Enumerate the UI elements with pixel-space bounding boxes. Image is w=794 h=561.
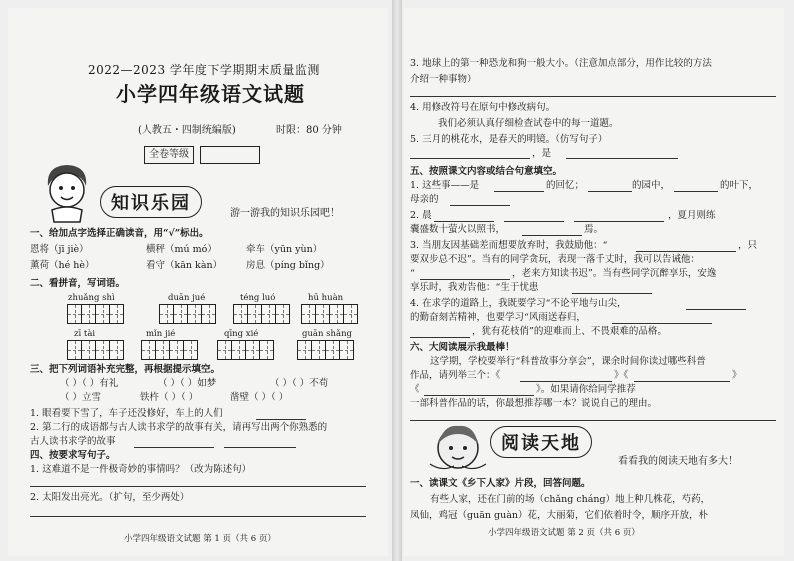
writing-grid[interactable]	[298, 340, 354, 360]
answer-line[interactable]	[410, 96, 776, 97]
pinyin: duān jué	[168, 293, 206, 303]
q6-g: 一部科普作品的话，你最想推荐哪一本？说说自己的理由。	[410, 398, 658, 409]
section-banner-reading: 阅读天地	[490, 426, 592, 458]
question-6: 六、大阅读展示我最棒！	[410, 342, 515, 353]
answer-line[interactable]	[30, 486, 366, 487]
answer-line[interactable]	[572, 293, 652, 294]
answer-line[interactable]	[520, 381, 612, 382]
q5-4b: 的勤奋刻苦精神，也要学习“风雨送春归，	[410, 312, 586, 323]
pinyin: zī tài	[74, 329, 96, 339]
q1-item: 牵车（yūn yùn）	[246, 244, 323, 255]
writing-grid[interactable]	[160, 304, 216, 324]
page-2	[404, 8, 784, 556]
pinyin: zhuǎng shì	[68, 293, 115, 303]
answer-line[interactable]	[612, 323, 712, 324]
q1-item: 横秤（mú mó）	[146, 244, 217, 255]
question-5: 五、按照课文内容或结合句意填空。	[410, 166, 563, 177]
q1-item: 房息（píng bǐng）	[246, 260, 330, 271]
q5-4: 4. 在求学的道路上，我既要学习“不论平地与山尖，	[410, 298, 627, 309]
page-footer: 小学四年级语文试题 第 1 页（共 6 页）	[124, 534, 276, 544]
answer-line[interactable]	[420, 279, 510, 280]
r-sub-5: 5. 三月的桃花水，是春天的明镜。（仿写句子）	[410, 134, 608, 145]
page-1	[8, 8, 388, 556]
q1-item: 恩将（jī jiè）	[30, 244, 89, 255]
writing-grid[interactable]	[68, 340, 124, 360]
section-banner-knowledge: 知识乐园	[100, 186, 202, 218]
q5-3f: 享乐时，我劝告他：“生于忧患	[410, 282, 539, 293]
writing-grid[interactable]	[234, 304, 290, 324]
r-sub-3b: 介绍一种事物）	[410, 74, 477, 85]
q1-item: 看守（kān kàn）	[146, 260, 223, 271]
pinyin: mǐn jié	[146, 329, 176, 339]
answer-line[interactable]	[674, 191, 718, 192]
question-2: 二、看拼音，写词语。	[30, 278, 126, 289]
q5-2c: 囊盛数十萤火以照书，	[410, 224, 506, 235]
q4-sub-1: 1. 这难道不是一件极奇妙的事情吗？（改为陈述句）	[30, 464, 252, 475]
q3-item: （ ）（ ）如梦	[158, 378, 217, 389]
page-footer: 小学四年级语文试题 第 2 页（共 6 页）	[488, 528, 640, 538]
q5-3c: 要双步总不迟”。当有的同学贪玩，表现一落千丈时，我可以告诫他：	[410, 254, 700, 265]
r-sub-5b: ，是	[532, 148, 552, 159]
q3-sub-2: 2. 第二行的成语都与古人读书求学的故事有关，请再写出两个你熟悉的	[30, 422, 328, 433]
q6-b: 作品，请列举三个：《	[410, 370, 501, 381]
writing-grid[interactable]	[302, 304, 358, 324]
boy-cartoon-icon	[38, 160, 96, 224]
q5-2d: 焉。	[584, 224, 604, 235]
q6-d: 》	[732, 370, 742, 381]
q5-1e: 母亲的	[410, 194, 439, 205]
r-sub-4: 4. 用修改符号在原句中修改病句。	[410, 102, 556, 113]
writing-grid[interactable]	[218, 340, 274, 360]
answer-line[interactable]	[634, 381, 730, 382]
writing-grid[interactable]	[68, 304, 124, 324]
reading-q1: 一、读课文《乡下人家》片段，回答问题。	[410, 478, 591, 489]
q3-item: （ ）（ ）有礼	[60, 378, 119, 389]
q4-sub-2: 2. 太阳发出亮光。（扩句，至少两处）	[30, 492, 190, 503]
answer-line[interactable]	[450, 205, 510, 206]
q5-2: 2. 晨	[410, 210, 432, 221]
r-sub-3: 3. 地球上的第一种恐龙和狗一般大小。（注意加点部分，用作比较的方法	[410, 58, 712, 69]
answer-line[interactable]	[574, 221, 664, 222]
answer-line[interactable]	[434, 221, 494, 222]
answer-line[interactable]	[424, 395, 534, 396]
grade-label: 全卷等级	[144, 146, 194, 164]
q5-1: 1. 这些事——是	[410, 180, 480, 191]
answer-line[interactable]	[686, 309, 746, 310]
answer-line[interactable]	[636, 251, 736, 252]
banner-subtitle: 看看我的阅读天地有多大！	[618, 456, 738, 467]
answer-line[interactable]	[134, 447, 214, 448]
q6-a: 这学期，学校要举行“科普故事分享会”，课余时间你读过哪些科普	[430, 356, 706, 367]
edition-label: (人教五・四制统编版)	[138, 125, 236, 136]
writing-grid[interactable]	[142, 340, 198, 360]
r-sub-4b: 我们必须认真仔细检查试卷中的每一道题。	[438, 118, 619, 129]
reading-passage: 有些人家，还在门前的场（chǎng cháng）地上种几株花，芍药，	[430, 494, 711, 505]
reading-passage: 凤仙，鸡冠（guān guàn）花，大丽菊，它们依着时令，顺序开放，朴	[410, 510, 708, 521]
q3-item: 铁杵（ ）（ ）	[140, 392, 199, 403]
q5-3b: ，只	[738, 240, 758, 251]
pinyin: hū huàn	[308, 293, 344, 303]
exam-title: 小学四年级语文试题	[116, 82, 305, 106]
q5-1d: 的叶下，	[720, 180, 759, 191]
exam-header: 2022—2023 学年度下学期期末质量监测	[88, 63, 320, 77]
q5-1c: 的园中，	[632, 180, 671, 191]
q5-3: 3. 当朋友因基础差而想要放弃时，我鼓励他：“	[410, 240, 608, 251]
pinyin: téng luó	[240, 293, 276, 303]
pinyin: guān shǎng	[302, 329, 352, 339]
q3-sub-1: 1. 眼看要下雪了，车子还没修好，车上的人们	[30, 408, 223, 419]
girl-cartoon-icon	[424, 420, 492, 480]
answer-line[interactable]	[256, 419, 306, 420]
answer-line[interactable]	[410, 158, 530, 159]
q5-3e: ，老来方知读书迟”。当有些同学沉醉享乐，安逸	[512, 268, 717, 279]
answer-line[interactable]	[30, 516, 366, 517]
time-limit: 时限：80 分钟	[276, 125, 342, 136]
q1-item: 薰荷（hé hè）	[30, 260, 95, 271]
q3-sub-2b: 古人读书求学的故事	[30, 436, 116, 447]
q3-item: （ ）立雪	[60, 392, 102, 403]
grade-box	[200, 146, 260, 164]
q5-1b: 的回忆；	[546, 180, 585, 191]
question-3: 三、把下列词语补充完整，再根据提示填空。	[30, 364, 221, 375]
answer-line[interactable]	[566, 158, 678, 159]
answer-line[interactable]	[504, 221, 564, 222]
q3-item: （ ）（ ）不苟	[270, 378, 329, 389]
q3-item: 凿壁（ ）（ ）	[230, 392, 289, 403]
q5-4c: ，犹有花枝俏”的迎难而上、不畏艰难的品格。	[472, 326, 667, 337]
q5-2b: ，夏月则练	[668, 210, 716, 221]
answer-line[interactable]	[522, 235, 582, 236]
pinyin: qīng xié	[224, 329, 259, 339]
page-fold	[392, 0, 402, 561]
question-4: 四、按要求写句子。	[30, 450, 116, 461]
answer-line[interactable]	[494, 191, 544, 192]
q6-e: 《	[410, 384, 420, 395]
answer-line[interactable]	[410, 337, 470, 338]
q5-3d: “	[410, 268, 415, 279]
question-1: 一、给加点字选择正确读音，用“√”标出。	[30, 228, 209, 239]
answer-line[interactable]	[588, 191, 632, 192]
q6-f: 》。如果请你给同学推荐	[536, 384, 636, 395]
banner-subtitle: 游一游我的知识乐园吧！	[230, 208, 340, 219]
q6-c: 》《	[614, 370, 629, 381]
answer-line[interactable]	[224, 447, 296, 448]
